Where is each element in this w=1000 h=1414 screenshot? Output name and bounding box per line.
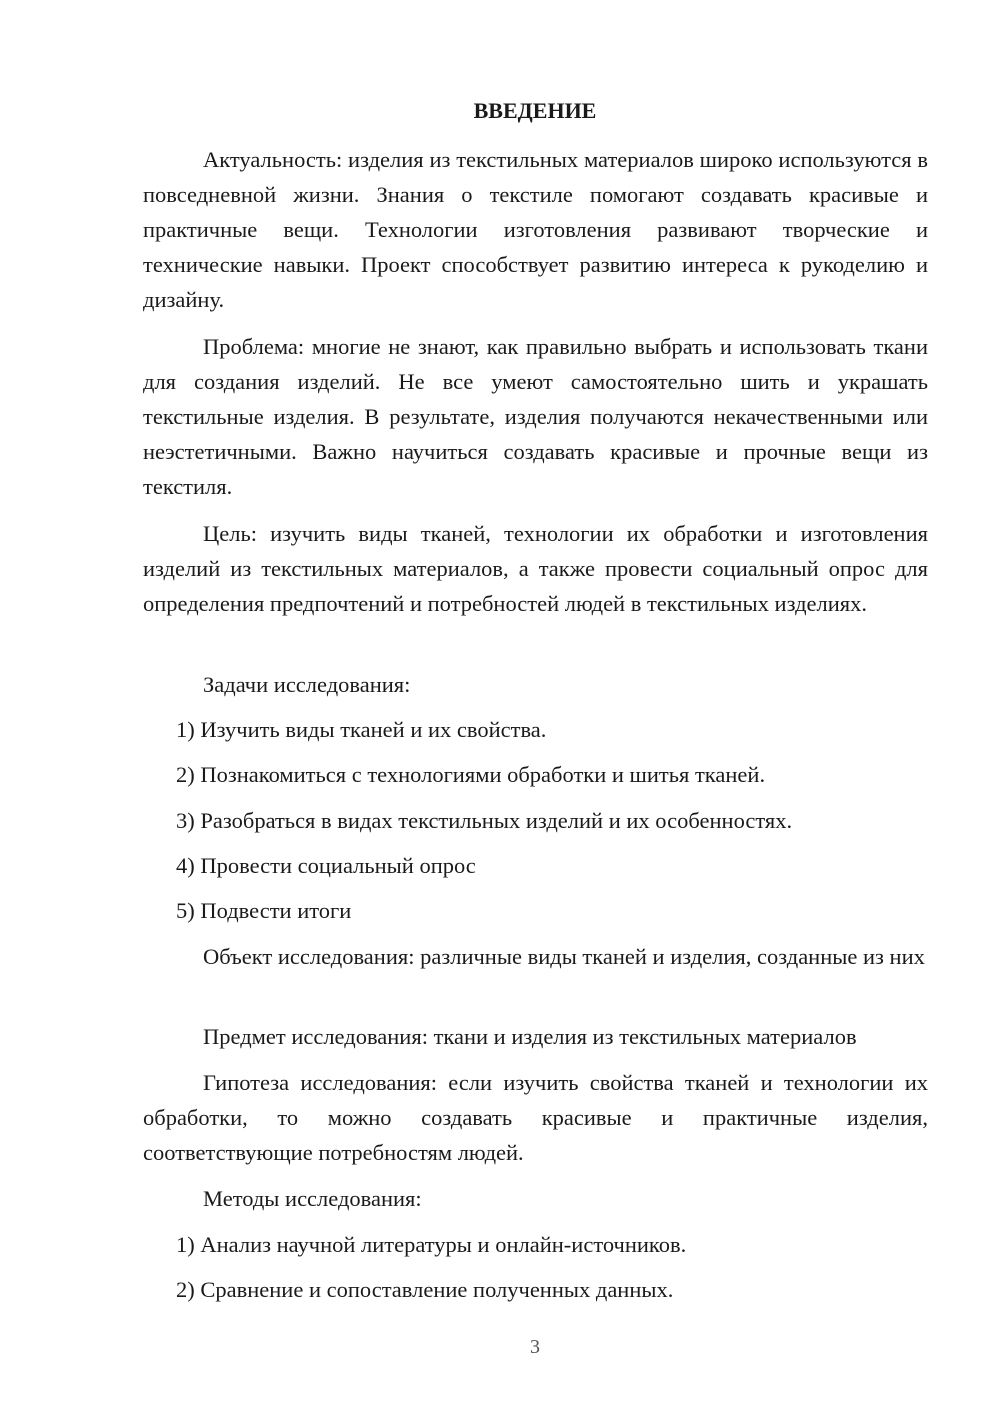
method-item: 1) Анализ научной литературы и онлайн-источников. xyxy=(176,1232,687,1257)
task-item: 4) Провести социальный опрос xyxy=(176,853,476,878)
object-paragraph: Объект исследования: различные виды тканей и изделия, созданные из них xyxy=(203,944,925,969)
relevance-paragraph: Актуальность: изделия из текстильных материалов широко используются в повседневной жизни. Знания о текстиле помогают создавать красивые и практичные вещи. Технологии изготовления развивают творческие и технические навыки. Проект способствует развитию интереса к рукоделию и дизайну. xyxy=(143,147,928,312)
method-item: 2) Сравнение и сопоставление полученных данных. xyxy=(176,1277,674,1302)
task-item: 1) Изучить виды тканей и их свойства. xyxy=(176,717,547,742)
tasks-heading: Задачи исследования: xyxy=(203,672,411,697)
task-item: 2) Познакомиться с технологиями обработки и шитья тканей. xyxy=(176,762,766,787)
task-item: 5) Подвести итоги xyxy=(176,898,352,923)
methods-heading: Методы исследования: xyxy=(203,1186,422,1211)
problem-paragraph: Проблема: многие не знают, как правильно выбрать и использовать ткани для создания изделий. Не все умеют самостоятельно шить и украшать текстильные изделия. В результате, изделия получаются некачественными или неэстетичными. Важно научиться создавать красивые и прочные вещи из текстиля. xyxy=(143,334,928,499)
section-title: ВВЕДЕНИЕ xyxy=(473,98,597,123)
task-item: 3) Разобраться в видах текстильных изделий и их особенностях. xyxy=(176,808,793,833)
goal-paragraph: Цель: изучить виды тканей, технологии их обработки и изготовления изделий из текстильных материалов, а также провести социальный опрос для определения предпочтений и потребностей людей в текстильных изделиях. xyxy=(143,521,928,616)
hypothesis-paragraph: Гипотеза исследования: если изучить свойства тканей и технологии их обработки, то можно создавать красивые и практичные изделия, соответствующие потребностям людей. xyxy=(143,1070,928,1165)
subject-paragraph: Предмет исследования: ткани и изделия из текстильных материалов xyxy=(203,1024,857,1049)
page-number: 3 xyxy=(530,1336,540,1358)
